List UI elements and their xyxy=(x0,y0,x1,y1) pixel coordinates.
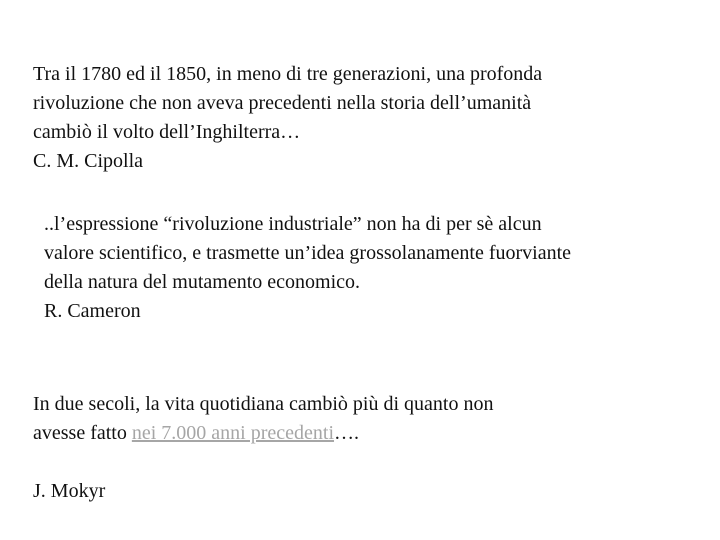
quote-text: …. xyxy=(334,422,360,444)
quote-author: C. M. Cipolla xyxy=(33,150,144,172)
spacer xyxy=(33,448,673,477)
quote-line: Tra il 1780 ed il 1850, in meno di tre generazioni, una profonda xyxy=(33,63,543,85)
quote-line: rivoluzione che non aveva precedenti nella storia dell’umanità xyxy=(33,92,532,114)
quote-line: della natura del mutamento economico. xyxy=(44,271,360,293)
quote-text: avesse fatto xyxy=(33,422,132,444)
quote-cipolla xyxy=(33,60,673,176)
quote-author: J. Mokyr xyxy=(33,480,106,502)
quote-line: ..l’espressione “rivoluzione industriale” non ha di per sè alcun xyxy=(44,213,542,235)
quote-line: In due secoli, la vita quotidiana cambiò più di quanto non xyxy=(33,393,494,415)
quote-line: cambiò il volto dell’Inghilterra… xyxy=(33,121,301,143)
quote-link[interactable]: nei 7.000 anni precedenti xyxy=(131,422,335,444)
quote-line xyxy=(33,419,673,448)
quote-cameron xyxy=(44,210,694,326)
quote-author: R. Cameron xyxy=(44,300,141,322)
quote-mokyr xyxy=(33,390,673,506)
quote-line: valore scientifico, e trasmette un’idea grossolanamente fuorviante xyxy=(44,242,572,264)
